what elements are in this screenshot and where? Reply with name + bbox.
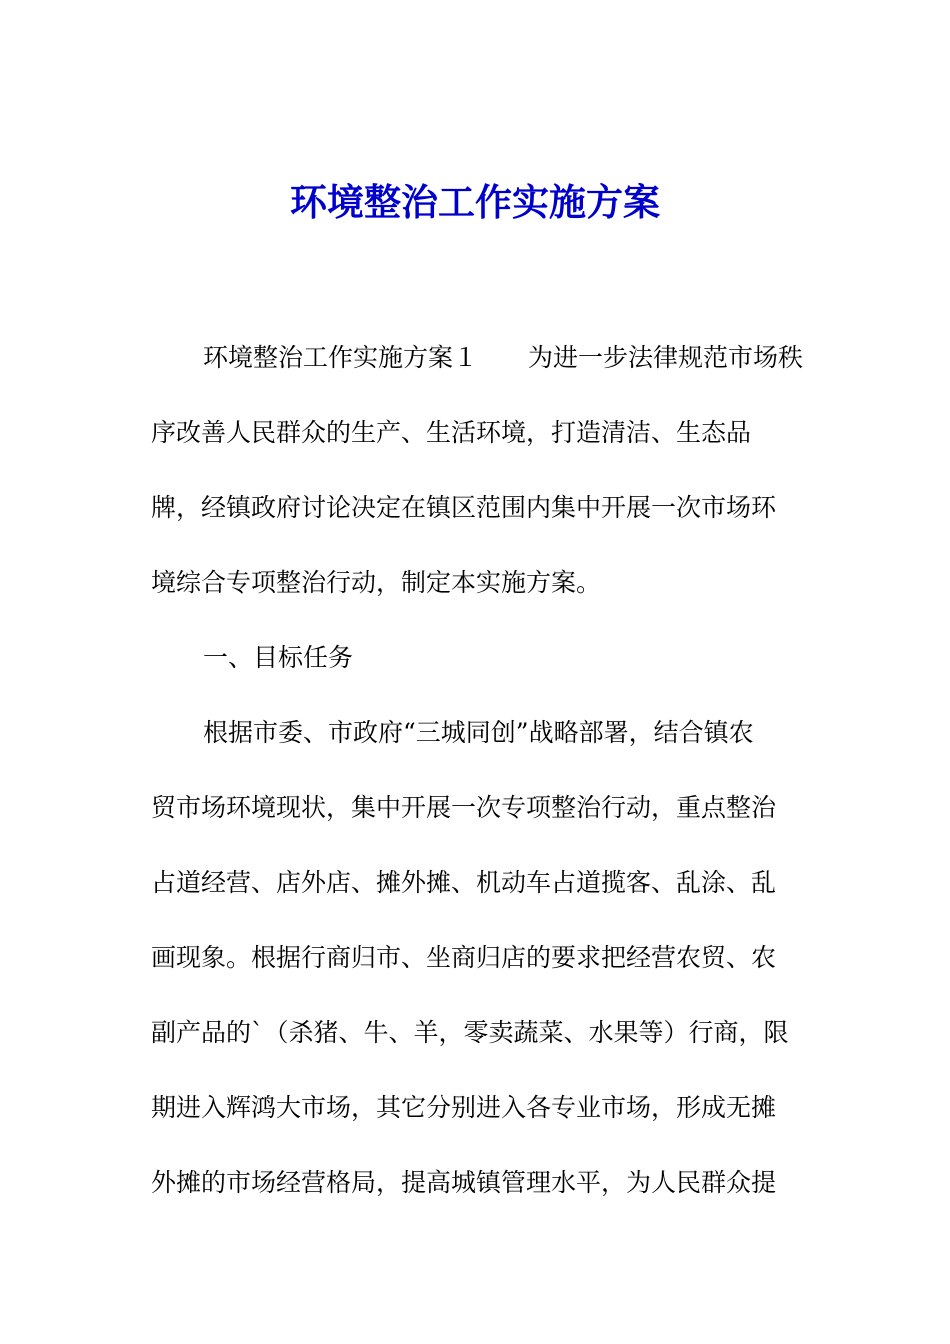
paragraph-line: 画现象。根据行商归市、坐商归店的要求把经营农贸、农 [151,943,777,972]
section-heading: 一、目标任务 [203,643,354,672]
paragraph-line: 牌，经镇政府讨论决定在镇区范围内集中开展一次市场环 [151,493,777,522]
paragraph-line: 贸市场环境现状，集中开展一次专项整治行动，重点整治 [151,793,777,822]
paragraph-line [151,320,806,395]
paragraph-line: 序改善人民群众的生产、生活环境，打造清洁、生态品 [151,418,752,447]
document-body [151,320,806,1220]
line-text: 环境整治工作实施方案１ [203,343,479,372]
paragraph-line: 期进入辉鸿大市场，其它分别进入各专业市场，形成无摊 [151,1093,777,1122]
paragraph-line: 占道经营、店外店、摊外摊、机动车占道揽客、乱涂、乱 [151,868,777,897]
line-text-continued: 为进一步法律规范市场秩 [528,343,804,372]
document-title: 环境整治工作实施方案 [290,180,660,224]
paragraph-line: 根据市委、市政府“三城同创”战略部署，结合镇农 [203,718,754,747]
paragraph-line: 境综合专项整治行动，制定本实施方案。 [151,568,602,597]
paragraph-line: 副产品的`（杀猪、牛、羊，零卖蔬菜、水果等）行商，限 [151,1018,789,1047]
paragraph-line: 外摊的市场经营格局，提高城镇管理水平，为人民群众提 [151,1168,777,1197]
